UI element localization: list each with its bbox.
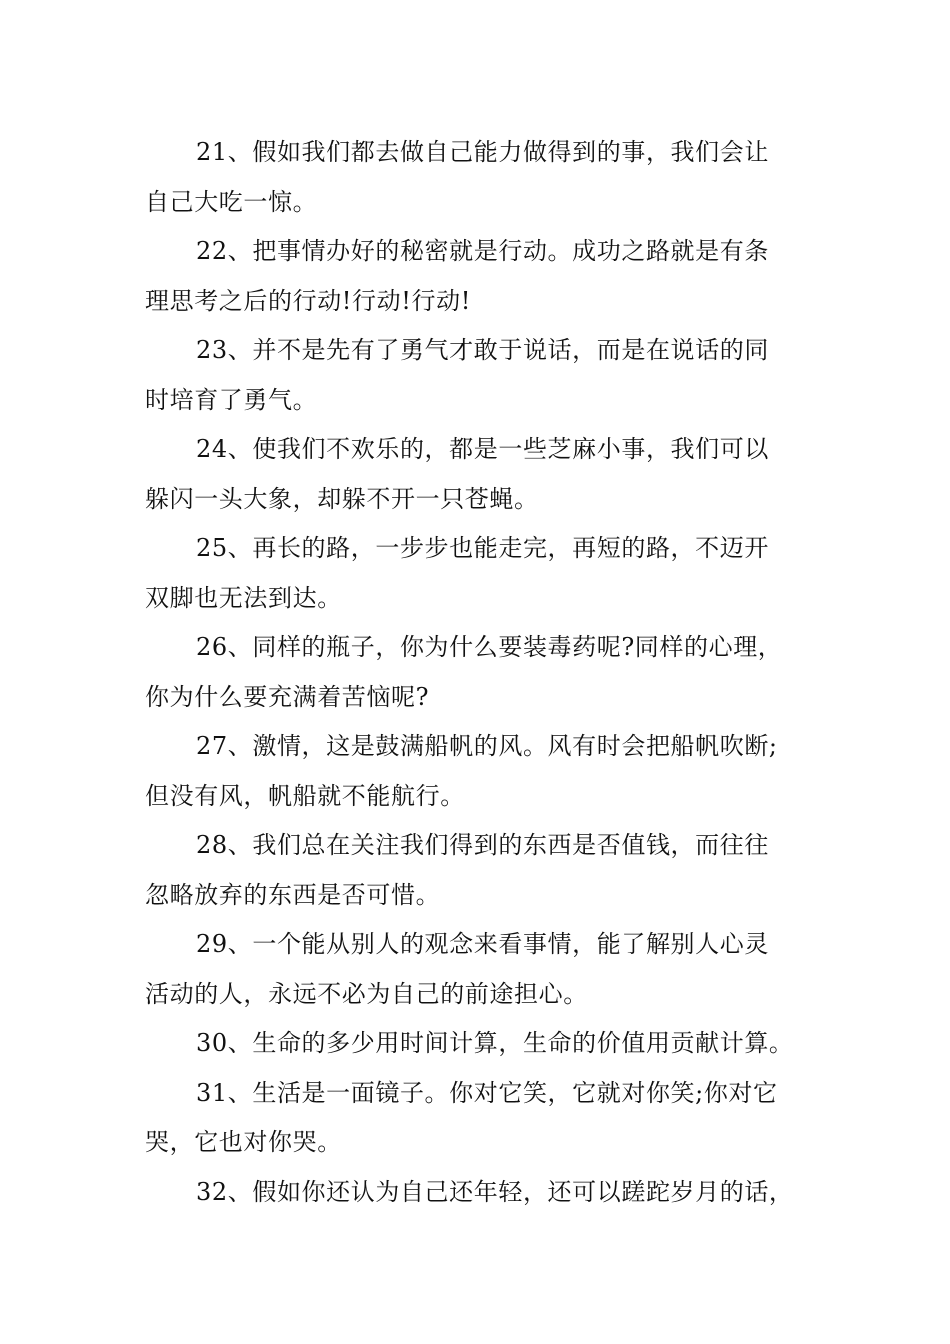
paragraph-line: 自己大吃一惊。 <box>145 187 318 216</box>
paragraph <box>145 821 807 920</box>
paragraph <box>145 524 807 623</box>
paragraph <box>145 425 807 524</box>
paragraph <box>145 326 807 425</box>
paragraph-line: 双脚也无法到达。 <box>145 583 342 612</box>
paragraph <box>145 128 807 227</box>
paragraph-line: 21、假如我们都去做自己能力做得到的事，我们会让 <box>196 138 769 166</box>
paragraph-line: 活动的人，永远不必为自己的前途担心。 <box>145 979 588 1008</box>
paragraph-line: 24、使我们不欢乐的，都是一些芝麻小事，我们可以 <box>196 435 769 463</box>
paragraph <box>145 227 807 326</box>
paragraph-line: 31、生活是一面镜子。你对它笑，它就对你笑;你对它 <box>196 1078 778 1107</box>
paragraph-line: 忽略放弃的东西是否可惜。 <box>145 880 441 909</box>
paragraph <box>145 920 807 1019</box>
paragraph <box>145 1019 807 1069</box>
paragraph-line: 29、一个能从别人的观念来看事情，能了解别人心灵 <box>196 930 769 958</box>
paragraph <box>145 722 807 821</box>
paragraph <box>145 1168 807 1218</box>
paragraph-line: 理思考之后的行动!行动!行动! <box>145 286 471 315</box>
paragraph-line: 但没有风，帆船就不能航行。 <box>145 781 465 810</box>
paragraph-line: 躲闪一头大象，却躲不开一只苍蝇。 <box>145 484 539 513</box>
paragraph-line: 28、我们总在关注我们得到的东西是否值钱，而往往 <box>196 831 769 859</box>
paragraph-line: 27、激情，这是鼓满船帆的风。风有时会把船帆吹断; <box>196 732 778 760</box>
paragraph-line: 时培育了勇气。 <box>145 385 318 414</box>
document-body <box>145 128 807 1217</box>
paragraph <box>145 623 807 722</box>
paragraph-line: 23、并不是先有了勇气才敢于说话，而是在说话的同 <box>196 336 769 364</box>
paragraph-line: 32、假如你还认为自己还年轻，还可以蹉跎岁月的话， <box>196 1177 794 1206</box>
paragraph <box>145 1069 807 1168</box>
paragraph-line: 30、生命的多少用时间计算，生命的价值用贡献计算。 <box>196 1029 794 1057</box>
paragraph-line: 哭，它也对你哭。 <box>145 1128 342 1156</box>
paragraph-line: 26、同样的瓶子，你为什么要装毒药呢?同样的心理， <box>196 633 783 661</box>
paragraph-line: 25、再长的路，一步步也能走完，再短的路，不迈开 <box>196 534 769 562</box>
paragraph-line: 22、把事情办好的秘密就是行动。成功之路就是有条 <box>196 237 769 265</box>
paragraph-line: 你为什么要充满着苦恼呢? <box>145 682 430 711</box>
